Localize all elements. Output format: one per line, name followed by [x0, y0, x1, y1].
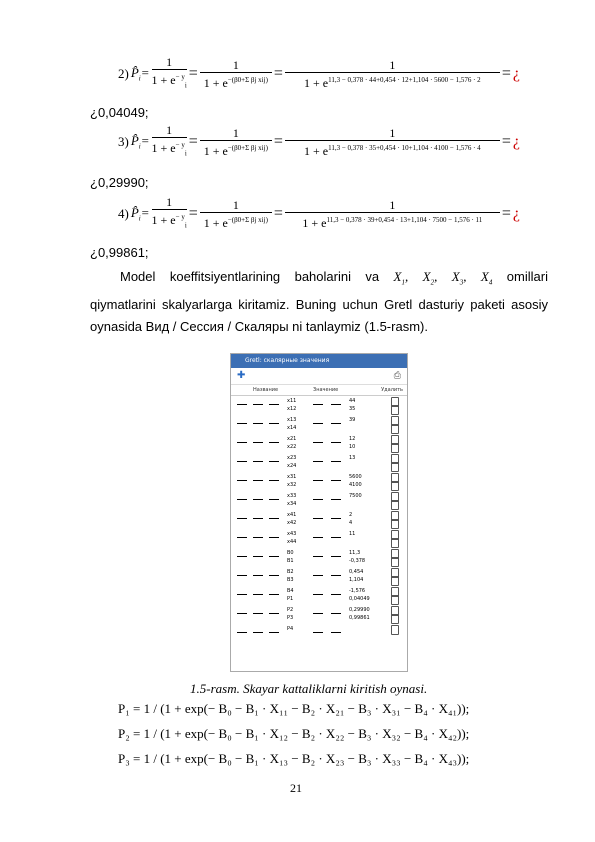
trash-icon[interactable]	[391, 500, 399, 510]
row-divider	[253, 613, 263, 614]
row-divider	[253, 537, 263, 538]
row-divider	[331, 632, 341, 633]
scalar-row	[231, 624, 407, 643]
row-divider	[237, 556, 247, 557]
trash-icon[interactable]	[391, 557, 399, 567]
result-2: ¿0,04049;	[90, 105, 149, 120]
scalar-name: x11	[287, 398, 297, 404]
scalar-row	[231, 415, 407, 434]
fraction-3: $\frac{1}{1 + e^{11,3 - 0,378 \cdot 44+0,454 \cdot 12+1,104 \cdot 5600 - 1,576 \cdot 2}}$	[285, 59, 500, 90]
equation-number: 3)	[118, 134, 129, 149]
row-divider	[237, 594, 247, 595]
row-divider	[331, 556, 341, 557]
row-divider	[313, 575, 323, 576]
row-divider	[269, 537, 279, 538]
scalar-name: x34	[287, 501, 297, 507]
scalar-name: x42	[287, 520, 297, 526]
row-divider	[313, 518, 323, 519]
row-divider	[331, 499, 341, 500]
scalar-value[interactable]: -1,576	[349, 588, 366, 594]
row-divider	[253, 518, 263, 519]
row-divider	[269, 575, 279, 576]
fraction-2: 1 $1 + e^{-(\beta 0+\Sigma \beta j xij)}$	[200, 59, 272, 90]
scalar-row	[231, 453, 407, 472]
scalar-name: B4	[287, 588, 294, 594]
row-divider	[253, 480, 263, 481]
scalar-name: x13	[287, 417, 297, 423]
scalar-name: x21	[287, 436, 297, 442]
fraction-3: $\frac{1}{1 + e^{11,3 - 0,378 \cdot 39+0,454 \cdot 13+1,104 \cdot 7500 - 1,576 \cdot 11}}$	[285, 199, 500, 230]
row-divider	[331, 442, 341, 443]
scalars-window	[230, 353, 408, 672]
scalar-value[interactable]: 44	[349, 398, 356, 404]
equation-4: 4) $P̂_i=$ $\frac{1}{1 + e^{- y}_i}$ = 1 $1 + e^{-(\beta 0+\Sigma \beta j xij)}$ = $\frac{1}{1 + e^{11,3 - 0,378 \cdot 39+0,454 \cdot 13+1,104 \cdot 7500 - 1,576 \cdot 11}}$ = ¿	[118, 198, 520, 230]
col-name-header: Название	[253, 387, 279, 393]
row-divider	[313, 461, 323, 462]
p-hat: $P̂_i=$	[130, 205, 150, 223]
scalar-value[interactable]: 0,454	[349, 569, 364, 575]
scalar-value[interactable]: 4100	[349, 482, 362, 488]
row-divider	[313, 556, 323, 557]
row-divider	[269, 499, 279, 500]
scalar-name: x24	[287, 463, 297, 469]
scalar-row	[231, 510, 407, 529]
p-hat: $P̂_i=$	[130, 65, 150, 83]
paragraph-line-1: Model koeffitsiyentlarining baholarini va $X_1$, $X_2$, $X_3$, $X_4$ omillari	[120, 269, 548, 287]
row-divider	[253, 423, 263, 424]
scalar-value[interactable]: 0,99861	[349, 615, 370, 621]
add-icon[interactable]: ✚	[237, 370, 246, 381]
trash-icon[interactable]	[391, 405, 399, 415]
row-divider	[313, 480, 323, 481]
scalar-value[interactable]: 7500	[349, 493, 362, 499]
row-divider	[237, 499, 247, 500]
trash-icon[interactable]	[391, 538, 399, 548]
scalar-name: B2	[287, 569, 294, 575]
row-divider	[313, 442, 323, 443]
row-divider	[237, 423, 247, 424]
scalar-value[interactable]: 13	[349, 455, 356, 461]
scalar-row	[231, 529, 407, 548]
row-divider	[269, 423, 279, 424]
scalar-name: x14	[287, 425, 297, 431]
scalar-row	[231, 567, 407, 586]
window-title: Gretl: скалярные значения	[231, 354, 407, 368]
row-divider	[237, 461, 247, 462]
row-divider	[253, 461, 263, 462]
scalar-name: x22	[287, 444, 297, 450]
scalar-row	[231, 491, 407, 510]
row-divider	[269, 632, 279, 633]
trash-icon[interactable]	[391, 481, 399, 491]
scalar-value[interactable]: 1,104	[349, 577, 364, 583]
row-divider	[269, 556, 279, 557]
row-divider	[269, 613, 279, 614]
row-divider	[237, 404, 247, 405]
row-divider	[237, 575, 247, 576]
row-divider	[253, 442, 263, 443]
paragraph-line-2: qiymatlarini skalyarlarga kiritamiz. Buning uchun Gretl dasturiy paketi asosiy	[90, 296, 548, 312]
row-divider	[253, 575, 263, 576]
scalar-value[interactable]: 10	[349, 444, 356, 450]
trash-icon[interactable]	[391, 443, 399, 453]
scalar-name: x12	[287, 406, 297, 412]
row-divider	[313, 499, 323, 500]
row-divider	[331, 537, 341, 538]
scalar-row	[231, 434, 407, 453]
scalar-value[interactable]: 5600	[349, 474, 362, 480]
page-number: 21	[290, 781, 302, 795]
trash-icon[interactable]	[391, 576, 399, 586]
trash-icon[interactable]	[391, 462, 399, 472]
scalar-name: P3	[287, 615, 294, 621]
scalar-name: B0	[287, 550, 294, 556]
equation-number: 4)	[118, 206, 129, 221]
scalar-value[interactable]: 0,04049	[349, 596, 370, 602]
fraction-2: 1 $1 + e^{-(\beta 0+\Sigma \beta j xij)}$	[200, 127, 272, 158]
print-icon[interactable]: ⎙	[393, 371, 401, 381]
equation-3: 3) $P̂_i=$ $\frac{1}{1 + e^{- y}_i}$ = 1 $1 + e^{-(\beta 0+\Sigma \beta j xij)}$ = $\frac{1}{1 + e^{11,3 - 0,378 \cdot 35+0,454 \cdot 10+1,104 \cdot 4100 - 1,576 \cdot 4}}$ = ¿	[118, 126, 520, 158]
row-divider	[331, 518, 341, 519]
trash-icon[interactable]	[391, 424, 399, 434]
result-4: ¿0,99861;	[90, 245, 149, 260]
trash-icon[interactable]	[391, 614, 399, 624]
row-divider	[331, 613, 341, 614]
equation-2: 2) $P̂_i=$ $\frac{1}{1 + e^{- y}_i}$ = 1 $1 + e^{-(\beta 0+\Sigma \beta j xij)}$ = $\frac{1}{1 + e^{11,3 - 0,378 \cdot 44+0,454 \cdot 12+1,104 \cdot 5600 - 1,576 \cdot 2}}$ = ¿	[118, 58, 520, 90]
row-divider	[253, 594, 263, 595]
paragraph	[90, 266, 548, 338]
row-divider	[313, 404, 323, 405]
scalar-row	[231, 586, 407, 605]
row-divider	[237, 613, 247, 614]
scalar-name: B1	[287, 558, 294, 564]
formula-p3: P₃ = 1 / (1 + exp(− B₀ − B₁ · X₁₃ − B₂ · X₂₃ − B₃ · X₃₃ − B₄ · X₄₃));	[118, 751, 470, 766]
fraction-1: $\frac{1}{1 + e^{- y}_i}$	[151, 194, 187, 230]
col-delete-header: Удалить	[381, 387, 403, 393]
trash-icon[interactable]	[391, 625, 399, 635]
row-divider	[237, 537, 247, 538]
scalar-name: x33	[287, 493, 297, 499]
scalar-value[interactable]: 4	[349, 520, 353, 526]
scalar-name: P2	[287, 607, 294, 613]
scalar-value[interactable]: 39	[349, 417, 356, 423]
scalar-name: x32	[287, 482, 297, 488]
scalar-name: P1	[287, 596, 294, 602]
scalar-name: x23	[287, 455, 297, 461]
row-divider	[237, 518, 247, 519]
table-header	[231, 385, 407, 396]
scalar-name: x31	[287, 474, 297, 480]
trash-icon[interactable]	[391, 595, 399, 605]
row-divider	[331, 461, 341, 462]
row-divider	[269, 594, 279, 595]
scalar-value[interactable]: -0,378	[349, 558, 366, 564]
row-divider	[313, 594, 323, 595]
fraction-1: $\frac{1}{1 + e^{- y}_i}$	[151, 122, 187, 158]
row-divider	[331, 423, 341, 424]
equation-number: 2)	[118, 66, 129, 81]
scalar-name: x41	[287, 512, 297, 518]
window-toolbar	[231, 368, 407, 385]
scalar-row	[231, 472, 407, 491]
row-divider	[237, 442, 247, 443]
scalar-name: B3	[287, 577, 294, 583]
scalar-name: x44	[287, 539, 297, 545]
row-divider	[313, 423, 323, 424]
row-divider	[313, 537, 323, 538]
row-divider	[269, 518, 279, 519]
row-divider	[269, 480, 279, 481]
scalar-value[interactable]: 11	[349, 531, 356, 537]
fraction-3: $\frac{1}{1 + e^{11,3 - 0,378 \cdot 35+0,454 \cdot 10+1,104 \cdot 4100 - 1,576 \cdot 4}}$	[285, 127, 500, 158]
scalar-row	[231, 548, 407, 567]
figure-caption: 1.5-rasm. Skayar kattaliklarni kiritish oynasi.	[190, 681, 428, 696]
row-divider	[331, 594, 341, 595]
row-divider	[237, 480, 247, 481]
fraction-2: 1 $1 + e^{-(\beta 0+\Sigma \beta j xij)}$	[200, 199, 272, 230]
row-divider	[331, 404, 341, 405]
fraction-1: $\frac{1}{1 + e^{- y}_i}$	[151, 54, 187, 90]
row-divider	[269, 461, 279, 462]
row-divider	[331, 575, 341, 576]
scalar-value[interactable]: 35	[349, 406, 356, 412]
scalar-value[interactable]: 12	[349, 436, 356, 442]
row-divider	[313, 613, 323, 614]
trash-icon[interactable]	[391, 519, 399, 529]
row-divider	[269, 404, 279, 405]
row-divider	[313, 632, 323, 633]
col-value-header: Значение	[313, 387, 339, 393]
row-divider	[253, 404, 263, 405]
scalar-name: P4	[287, 626, 294, 632]
formula-p2: P₂ = 1 / (1 + exp(− B₀ − B₁ · X₁₂ − B₂ · X₂₂ − B₃ · X₃₂ − B₄ · X₄₂));	[118, 726, 470, 741]
scalar-row	[231, 605, 407, 624]
scalar-value[interactable]: 2	[349, 512, 353, 518]
scalar-row	[231, 396, 407, 415]
result-3: ¿0,29990;	[90, 175, 149, 190]
row-divider	[253, 499, 263, 500]
row-divider	[237, 632, 247, 633]
row-divider	[253, 556, 263, 557]
scalar-value[interactable]: 0,29990	[349, 607, 370, 613]
p-hat: $P̂_i=$	[130, 133, 150, 151]
formula-p1: P₁ = 1 / (1 + exp(− B₀ − B₁ · X₁₁ − B₂ · X₂₁ − B₃ · X₃₁ − B₄ · X₄₁));	[118, 701, 470, 716]
scalar-name: x43	[287, 531, 297, 537]
row-divider	[331, 480, 341, 481]
row-divider	[253, 632, 263, 633]
paragraph-line-3: oynasida Вид / Сессия / Скаляры ni tanlaymiz (1.5-rasm).	[90, 318, 428, 334]
row-divider	[269, 442, 279, 443]
scalar-value[interactable]: 11,3	[349, 550, 361, 556]
